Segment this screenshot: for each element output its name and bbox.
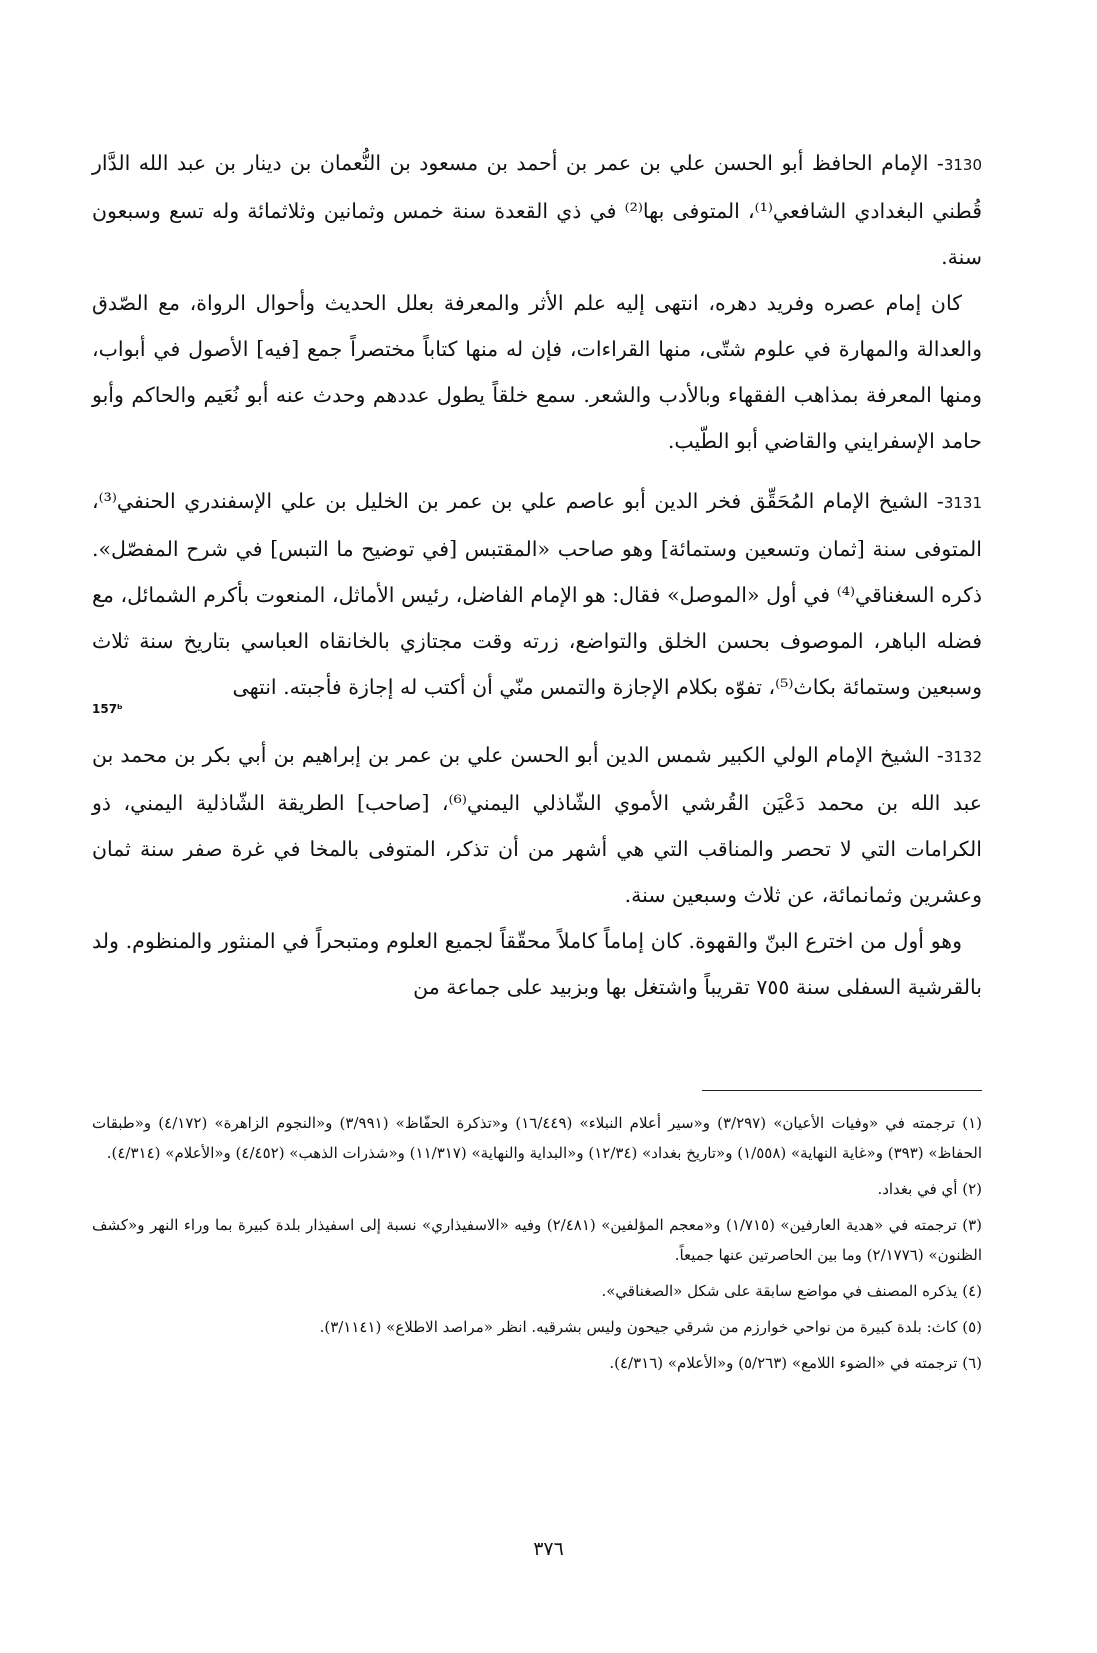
- entry-number: 3130: [943, 156, 982, 174]
- entry-paragraph: 3132- الشيخ الإمام الولي الكبير شمس الدين أبو الحسن علي بن عمر بن إبراهيم بن أبي بكر بن محمد بن عبد الله بن محمد دَعْيَن القُرشي الأموي الشّاذلي اليمني⁽⁶⁾، [صاحب] الطريقة الشّاذلية اليمني، ذو الكرامات التي لا تحصر والمناقب التي هي أشهر من أن تذكر، المتوفى بالمخا في غرة صفر سنة ثمان وعشرين وثمانمائة، عن ثلاث وسبعين سنة.: [92, 743, 982, 907]
- footnote-divider: [702, 1090, 982, 1091]
- manuscript-folio-marker: 157ᵇ: [92, 702, 123, 716]
- entry-3131: [92, 478, 982, 716]
- footnote-2: (٢) أي في بغداد.: [877, 1180, 982, 1198]
- footnote-5: (٥) كاث: بلدة كبيرة من نواحي خوارزم من شرقي جيحون وليس بشرقيه. انظر «مراصد الاطلاع» (٣/١١٤١).: [319, 1318, 982, 1336]
- entry-number: 3131: [943, 494, 982, 512]
- footnote-6: (٦) ترجمته في «الضوء اللامع» (٥/٢٦٣) و«الأعلام» (٤/٣١٦).: [609, 1354, 982, 1372]
- page-number: ٣٧٦: [533, 1538, 564, 1560]
- entry-paragraph: وهو أول من اخترع البنّ والقهوة. كان إماماً كاملاً محقّقاً لجميع العلوم ومتبحراً في المنثور والمنظوم. ولد بالقرشية السفلى سنة ٧٥٥ تقريباً واشتغل بها وبزبيد على جماعة من: [92, 929, 982, 999]
- entry-3130: [92, 140, 982, 464]
- entry-text: الشيخ الإمام الولي الكبير شمس الدين أبو الحسن علي بن عمر بن إبراهيم بن أبي بكر بن محمد بن عبد الله بن محمد دَعْيَن القُرشي الأموي الشّاذلي اليمني⁽⁶⁾، [صاحب] الطريقة الشّاذلية اليمني، ذو الكرامات التي لا تحصر والمناقب التي هي أشهر من أن تذكر، المتوفى بالمخا في غرة صفر سنة ثمان وعشرين وثمانمائة، عن ثلاث وسبعين سنة.: [92, 743, 982, 907]
- footnote-1: (١) ترجمته في «وفيات الأعيان» (٣/٢٩٧) و«سير أعلام النبلاء» (١٦/٤٤٩) و«تذكرة الحفّاظ» (٣/٩٩١) و«النجوم الزاهرة» (٤/١٧٢) و«طبقات الحفاظ» (٣٩٣) و«غاية النهاية» (١/٥٥٨) و«تاريخ بغداد» (١٢/٣٤) و«البداية والنهاية» (١١/٣١٧) و«شذرات الذهب» (٤/٤٥٢) و«الأعلام» (٤/٣١٤).: [92, 1114, 982, 1162]
- footnote-4: (٤) يذكره المصنف في مواضع سابقة على شكل «الصغناقي».: [601, 1282, 982, 1300]
- main-text: [92, 140, 982, 1024]
- entry-3132: [92, 732, 982, 1010]
- entry-text: الشيخ الإمام المُحَقِّق فخر الدين أبو عاصم علي بن عمر بن الخليل بن علي الإسفندري الحنفي⁽³⁾، المتوفى سنة [ثمان وتسعين وستمائة] وهو صاحب «المقتبس [في توضيح ما التبس] في شرح المفصّل». ذكره السغناقي⁽⁴⁾ في أول «الموصل» فقال: هو الإمام الفاضل، رئيس الأماثل، المنعوت بأكرم الشمائل، مع فضله الباهر، الموصوف بحسن الخلق والتواضع، زرته وقت مجتازي بالخانقاه العباسي بتاريخ سنة ثلاث وسبعين وستمائة بكاث⁽⁵⁾، تفوّه بكلام الإجازة والتمس منّي أن أكتب له إجازة فأجبته. انتهى: [92, 489, 982, 699]
- footnotes: [92, 1108, 982, 1384]
- entry-paragraph: 3131- الشيخ الإمام المُحَقِّق فخر الدين أبو عاصم علي بن عمر بن الخليل بن علي الإسفندري الحنفي⁽³⁾، المتوفى سنة [ثمان وتسعين وستمائة] وهو صاحب «المقتبس [في توضيح ما التبس] في شرح المفصّل». ذكره السغناقي⁽⁴⁾ في أول «الموصل» فقال: هو الإمام الفاضل، رئيس الأماثل، المنعوت بأكرم الشمائل، مع فضله الباهر، الموصوف بحسن الخلق والتواضع، زرته وقت مجتازي بالخانقاه العباسي بتاريخ سنة ثلاث وسبعين وستمائة بكاث⁽⁵⁾، تفوّه بكلام الإجازة والتمس منّي أن أكتب له إجازة فأجبته. انتهى: [92, 489, 982, 699]
- footnote-3: (٣) ترجمته في «هدية العارفين» (١/٧١٥) و«معجم المؤلفين» (٢/٤٨١) وفيه «الاسفيذاري» نسبة إلى اسفيذار بلدة كبيرة بما وراء النهر و«كشف الظنون» (٢/١٧٧٦) وما بين الحاصرتين عنها جميعاً.: [92, 1216, 982, 1264]
- entry-paragraph: كان إمام عصره وفريد دهره، انتهى إليه علم الأثر والمعرفة بعلل الحديث وأحوال الرواة، مع الصّدق والعدالة والمهارة في علوم شتّى، منها القراءات، فإن له منها كتاباً مختصراً جمع [فيه] الأصول في أبواب، ومنها المعرفة بمذاهب الفقهاء وبالأدب والشعر. سمع خلقاً يطول عددهم وحدث عنه أبو نُعَيم والحاكم وأبو حامد الإسفرايني والقاضي أبو الطّيب.: [92, 291, 982, 453]
- entry-number: 3132: [943, 748, 982, 766]
- entry-paragraph: 3130- الإمام الحافظ أبو الحسن علي بن عمر بن أحمد بن مسعود بن النُّعمان بن دينار بن عبد الله الدَّار قُطني البغدادي الشافعي⁽¹⁾، المتوفى بها⁽²⁾ في ذي القعدة سنة خمس وثمانين وثلاثمائة وله تسع وسبعون سنة.: [92, 151, 982, 269]
- entry-text: الإمام الحافظ أبو الحسن علي بن عمر بن أحمد بن مسعود بن النُّعمان بن دينار بن عبد الله الدَّار قُطني البغدادي الشافعي⁽¹⁾، المتوفى بها⁽²⁾ في ذي القعدة سنة خمس وثمانين وثلاثمائة وله تسع وسبعون سنة.: [92, 151, 982, 269]
